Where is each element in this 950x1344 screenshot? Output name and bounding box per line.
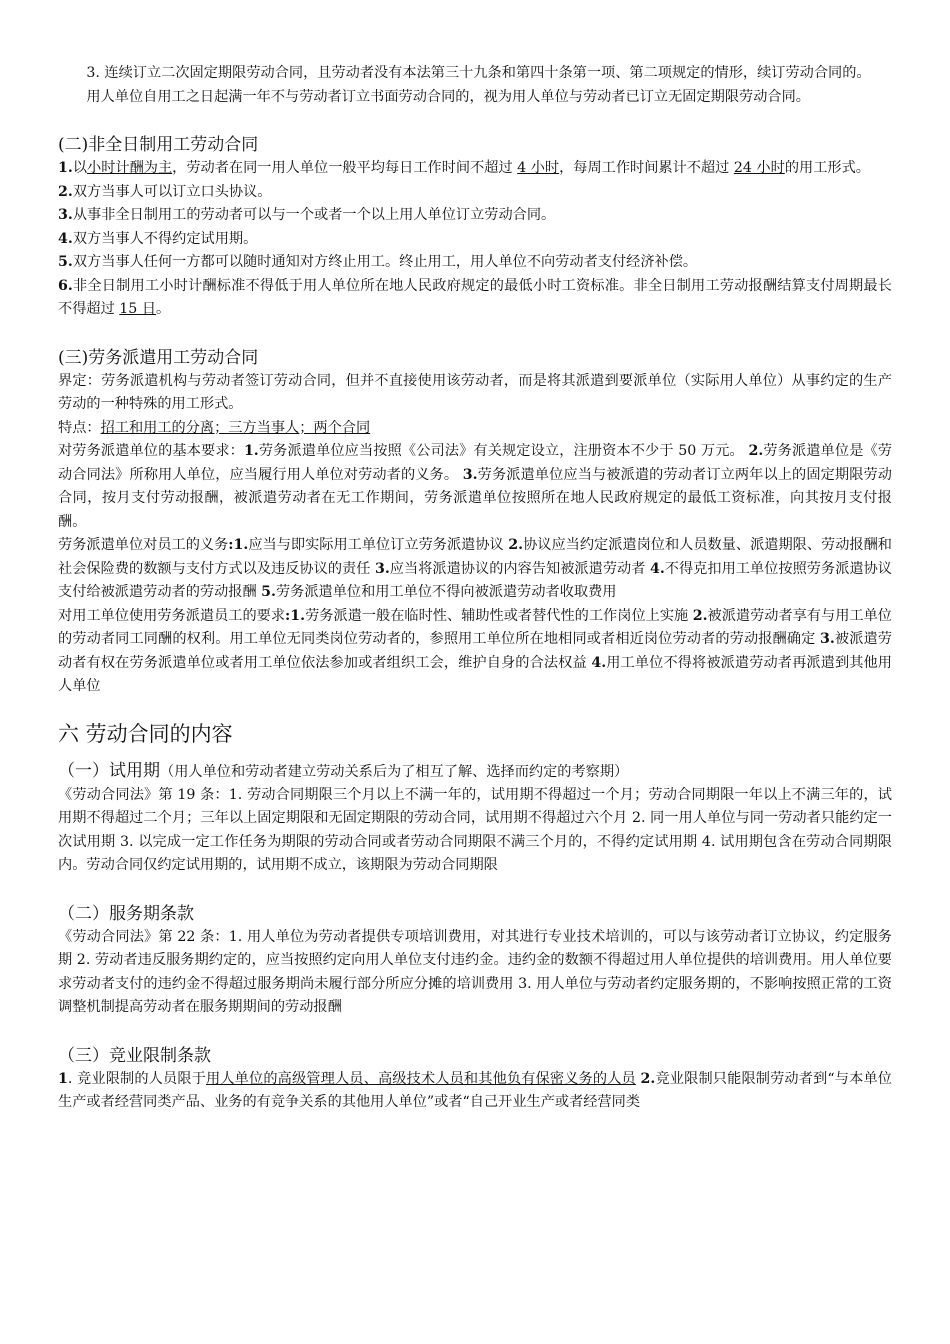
intro-item-3: 3. 连续订立二次固定期限劳动合同，且劳动者没有本法第三十九条和第四十条第一项、第二项规定的情形，续订劳动合同的。 (86, 65, 871, 81)
probation-heading: （一）试用期（用人单位和劳动者建立劳动关系后为了相互了解、选择而约定的考察期） (58, 760, 629, 781)
dispatch-heading: (三)劳务派遣用工劳动合同 (58, 347, 259, 368)
dispatch-features: 特点：招工和用工的分离；三方当事人；两个合同 (58, 419, 371, 436)
section-6-heading: 六 劳动合同的内容 (58, 721, 233, 746)
dispatch-obligations: 劳务派遣单位对员工的义务:1.应当与即实际用工单位订立劳务派遣协议 2.协议应当约定派遣岗位和人员数量、派遣期限、劳动报酬和社会保险费的数额与支付方式以及违反协议的责任 3.应当将派遣协议的内容告知被派遣劳动者 4.不得克扣用工单位按照劳务派遣协议支付给被派遣劳动者的劳动报酬 5.劳务派遣单位和用工单位不得向被派遣劳动者收取费用 (58, 537, 892, 600)
part-time-item-2: 2.双方当事人可以订立口头协议。 (58, 183, 272, 200)
noncompete-body: 1. 竞业限制的人员限于用人单位的高级管理人员、高级技术人员和其他负有保密义务的人员 2.竞业限制只能限制劳动者到“与本单位生产或者经营同类产品、业务的有竞争关系的其他用人单位”或者“自己开业生产或者经营同类 (58, 1070, 892, 1110)
noncompete-heading: （三）竞业限制条款 (58, 1045, 211, 1066)
intro-paragraph: 用人单位自用工之日起满一年不与劳动者订立书面劳动合同的，视为用人单位与劳动者已订立无固定期限劳动合同。 (86, 88, 810, 105)
dispatch-definition: 界定：劳务派遣机构与劳动者签订劳动合同，但并不直接使用该劳动者，而是将其派遣到要派单位（实际用人单位）从事约定的生产劳动的一种特殊的用工形式。 (58, 372, 892, 412)
part-time-item-1: 1.以小时计酬为主，劳动者在同一用人单位一般平均每日工作时间不超过 4 小时，每周工作时间累计不超过 24 小时的用工形式。 (58, 160, 870, 176)
part-time-item-6: 6.非全日制用工小时计酬标准不得低于用人单位所在地人民政府规定的最低小时工资标准。非全日制用工劳动报酬结算支付周期最长不得超过 15 日。 (58, 277, 892, 317)
part-time-item-3: 3.从事非全日制用工的劳动者可以与一个或者一个以上用人单位订立劳动合同。 (58, 207, 556, 223)
part-time-item-5: 5.双方当事人任何一方都可以随时通知对方终止用工。终止用工，用人单位不向劳动者支付经济补偿。 (58, 254, 698, 270)
part-time-heading: (二)非全日制用工劳动合同 (58, 135, 259, 155)
part-time-item-4: 4.双方当事人不得约定试用期。 (58, 230, 258, 247)
probation-body: 《劳动合同法》第 19 条：1. 劳动合同期限三个月以上不满一年的，试用期不得超过一个月；劳动合同期限一年以上不满三年的，试用期不得超过二个月；三年以上固定期限和无固定期限的劳动合同，试用期不得超过六个月 2. 同一用人单位与同一劳动者只能约定一次试用期 3. 以完成一定工作任务为期限的劳动合同或者劳动合同期限不满三个月的，不得约定试用期 4. 试用期包含在劳动合同期限内。劳动合同仅约定试用期的，试用期不成立，该期限为劳动合同期限 (58, 786, 892, 873)
service-body: 《劳动合同法》第 22 条：1. 用人单位为劳动者提供专项培训费用，对其进行专业技术培训的，可以与该劳动者订立协议，约定服务期 2. 劳动者违反服务期约定的，应当按照约定向用人单位支付违约金。违约金的数额不得超过用人单位提供的培训费用。用人单位要求劳动者支付的违约金不得超过服务期尚未履行部分所应分摊的培训费用 3. 用人单位与劳动者约定服务期的，不影响按照正常的工资调整机制提高劳动者在服务期期间的劳动报酬 (58, 928, 892, 1015)
dispatch-requirements: 对劳务派遣单位的基本要求：1.劳务派遣单位应当按照《公司法》有关规定设立，注册资本不少于 50 万元。 2.劳务派遣单位是《劳动合同法》所称用人单位，应当履行用人单位对劳动者的义务。 3.劳务派遣单位应当与被派遣的劳动者订立两年以上的固定期限劳动合同，按月支付劳动报酬，被派遣劳动者在无工作期间，劳务派遣单位按照所在地人民政府规定的最低工资标准，向其按月支付报酬。 (58, 443, 892, 530)
dispatch-employer-requirements: 对用工单位使用劳务派遣员工的要求:1.劳务派遣一般在临时性、辅助性或者替代性的工作岗位上实施 2.被派遣劳动者享有与用工单位的劳动者同工同酬的权利。用工单位无同类岗位劳动者的，参照用工单位所在地相同或者相近岗位劳动者的劳动报酬确定 3.被派遣劳动者有权在劳务派遣单位或者用工单位依法参加或者组织工会，维护自身的合法权益 4.用工单位不得将被派遣劳动者再派遣到其他用人单位 (58, 607, 892, 694)
service-heading: （二）服务期条款 (58, 903, 194, 924)
